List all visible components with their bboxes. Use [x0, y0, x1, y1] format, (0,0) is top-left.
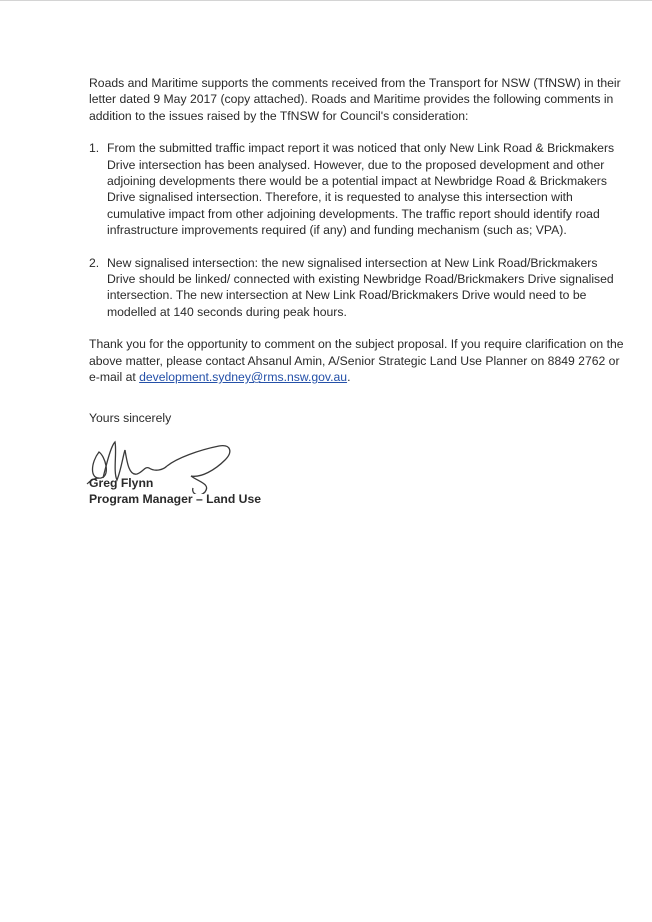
closing-text: Thank you for the opportunity to comment on the subject proposal. If you require clarification on the above matter, please contact Ahsanul Amin, A/Senior Strategic Land Use Planner on 8849 2762 or e-mail at: [89, 337, 624, 385]
signature-block: [89, 410, 629, 506]
signatory-name: Greg Flynn: [89, 475, 154, 490]
closing-paragraph: [89, 336, 629, 385]
intro-paragraph: Roads and Maritime supports the comments received from the Transport for NSW (TfNSW) in their letter dated 9 May 2017 (copy attached). Roads and Maritime provides the following comments in addition to the issues raised by the TfNSW for Council's consideration:: [89, 76, 621, 123]
comment-item-1: [89, 140, 629, 238]
closing-period: .: [347, 370, 351, 385]
comment-number-2: 2.: [89, 255, 100, 270]
comment-number-1: 1.: [89, 141, 100, 156]
comment-text-1: From the submitted traffic impact report it was noticed that only New Link Road & Brickmakers Drive intersection has been analysed. However, due to the proposed development and other adjoining developments there would be a potential impact at Newbridge Road & Brickmakers Drive signalised intersection. Therefore, it is requested to analyse this intersection with cumulative impact from other adjoining developments. The traffic report should identify road infrastructure improvements required (if any) and funding mechanism (such as; VPA).: [107, 141, 615, 238]
letter-body: [89, 75, 629, 506]
comments-list: [89, 140, 629, 320]
signoff-text: Yours sincerely: [89, 410, 172, 425]
signatory-title: Program Manager – Land Use: [89, 491, 262, 506]
comment-text-2: New signalised intersection: the new signalised intersection at New Link Road/Brickmakers Drive should be linked/ connected with existing Newbridge Road/Brickmakers Drive signalised intersection. The new intersection at New Link Road/Brickmakers Drive would need to be modelled at 140 seconds during peak hours.: [107, 255, 614, 319]
email-link[interactable]: development.sydney@rms.nsw.gov.au: [139, 370, 348, 385]
page-top-edge: [0, 0, 652, 2]
comment-item-2: [89, 255, 629, 321]
